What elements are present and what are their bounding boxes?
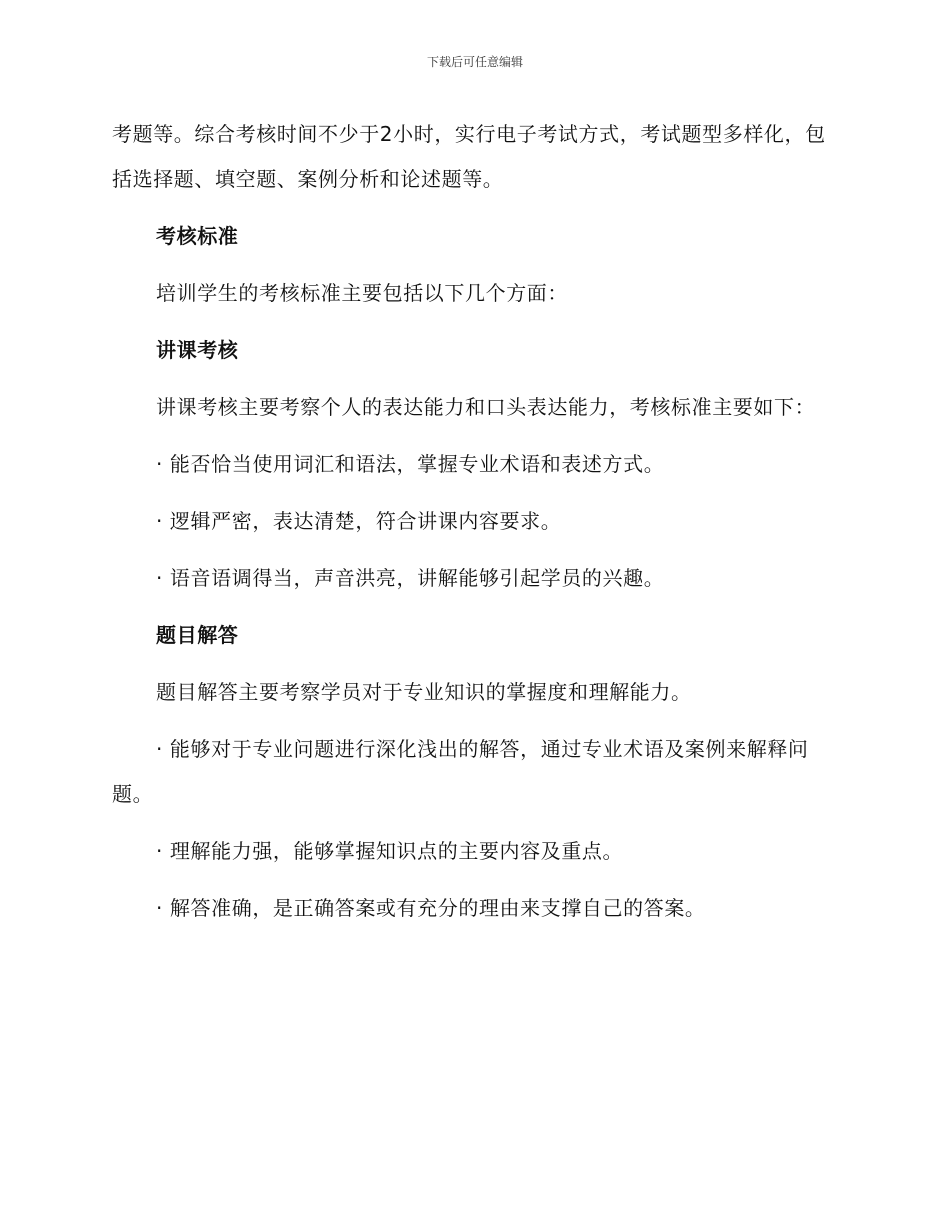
lecture-item: · 逻辑严密，表达清楚，符合讲课内容要求。 (156, 509, 562, 533)
page-header-note: 下载后可任意编辑 (426, 55, 523, 69)
answer-paragraph: 题目解答主要考察学员对于专业知识的掌握度和理解能力。 (156, 680, 692, 704)
heading-lecture-assessment: 讲课考核 (156, 338, 239, 362)
answer-item: · 理解能力强，能够掌握知识点的主要内容及重点。 (156, 839, 624, 863)
heading-assessment-standard: 考核标准 (156, 224, 239, 248)
lecture-item: · 能否恰当使用词汇和语法，掌握专业术语和表述方式。 (156, 452, 665, 476)
document-body (112, 112, 830, 943)
heading-question-answering: 题目解答 (156, 623, 239, 647)
standard-paragraph: 培训学生的考核标准主要包括以下几个方面： (156, 281, 568, 305)
lecture-item: · 语音语调得当，声音洪亮，讲解能够引起学员的兴趣。 (156, 566, 665, 590)
intro-paragraph: 考题等。综合考核时间不少于2小时，实行电子考试方式，考试题型多样化，包括选择题、填空题、案例分析和论述题等。 (112, 122, 826, 191)
answer-item: · 解答准确，是正确答案或有充分的理由来支撑自己的答案。 (156, 896, 706, 920)
answer-item: · 能够对于专业问题进行深化浅出的解答，通过专业术语及案例来解释问题。 (112, 737, 809, 806)
lecture-paragraph: 讲课考核主要考察个人的表达能力和口头表达能力，考核标准主要如下： (156, 395, 816, 419)
